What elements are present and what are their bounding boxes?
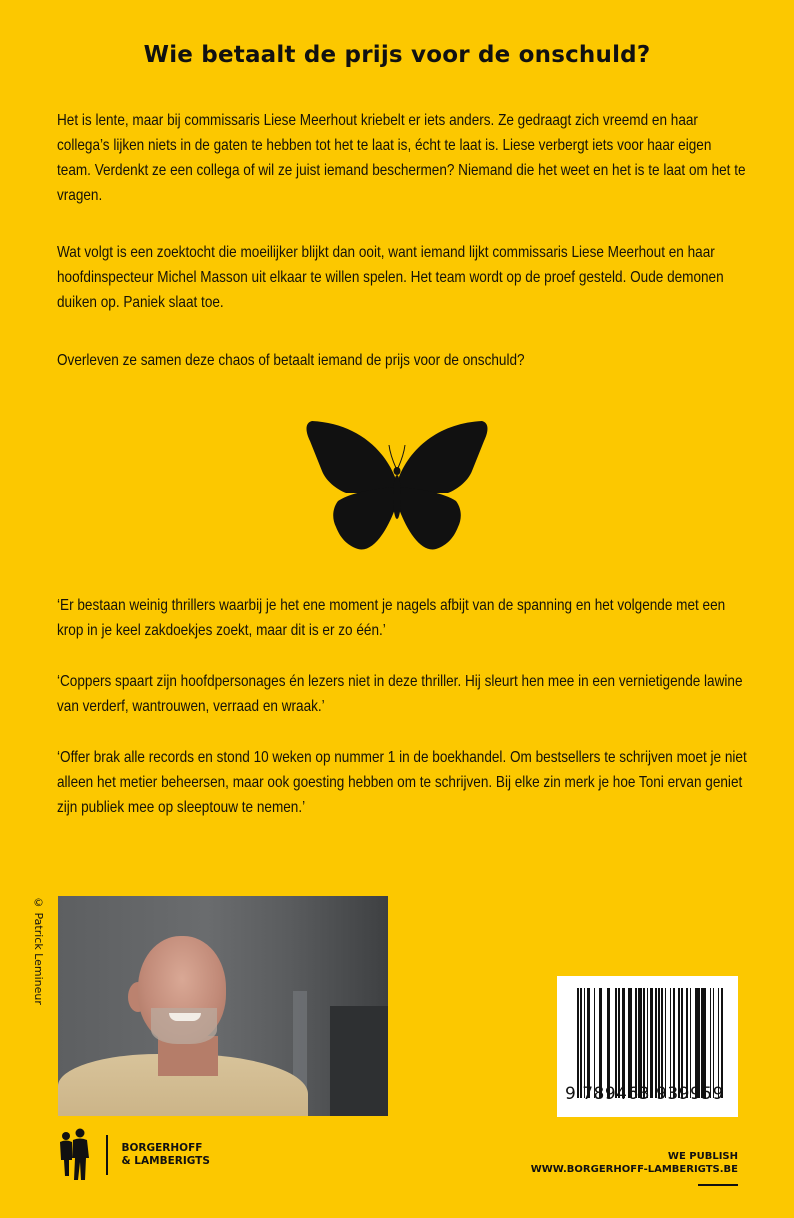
butterfly-icon: [302, 415, 492, 555]
logo-divider: [106, 1135, 108, 1175]
blurb-paragraph: Het is lente, maar bij commissaris Liese Meerhout kriebelt er iets anders. Ze gedraagt zich vreemd en haar collega’s lijken niets in de gaten te hebben tot het te laat is, écht te laat is. Liese verbergt iets voor haar eigen team. Verdenkt ze een collega of wil ze juist iemand beschermen? Niemand die het weet en het is te laat om het te vragen.: [57, 112, 746, 204]
isbn-barcode: [557, 976, 738, 1117]
barcode-bars: [577, 988, 723, 1098]
tagline-text: WE PUBLISH: [667, 1151, 738, 1162]
review-quote: ‘Coppers spaart zijn hoofdpersonages én lezers niet in deze thriller. Hij sleurt hen mee in een vernietigende lawine van verderf, wantrouwen, verraad en wraak.’: [57, 673, 743, 715]
publisher-name-line1: BORGERHOFF: [121, 1142, 203, 1154]
publisher-tagline: [531, 1150, 738, 1190]
tagline-underline: [698, 1184, 738, 1186]
photo-credit: © Patrick Lemineur: [32, 896, 45, 1005]
blurb-paragraph: Wat volgt is een zoektocht die moeilijker blijkt dan ooit, want iemand lijkt commissaris Liese Meerhout en haar hoofdinspecteur Michel Masson uit elkaar te willen spelen. Het team wordt op de proef gesteld. Oude demonen duiken op. Paniek slaat toe.: [57, 244, 724, 311]
walking-figures-icon: [56, 1128, 92, 1182]
publisher-website[interactable]: WWW.BORGERHOFF-LAMBERIGTS.BE: [530, 1164, 738, 1175]
author-photo: [58, 896, 388, 1116]
photo-smile: [169, 1013, 201, 1021]
blurb-paragraph: Overleven ze samen deze chaos of betaalt iemand de prijs voor de onschuld?: [57, 352, 525, 369]
publisher-name: [122, 1142, 210, 1168]
review-quote: ‘Offer brak alle records en stond 10 weken op nummer 1 in de boekhandel. Om bestsellers te schrijven moet je niet alleen het metier beheersen, maar ook goesting hebben om te schrijven. Bij elke zin merk je hoe Toni ervan geniet zijn publiek mee op sleeptouw te nemen.’: [57, 749, 747, 816]
review-quote: ‘Er bestaan weinig thrillers waarbij je het ene moment je nagels afbijt van de spanning en het volgende met een krop in je keel zakdoekjes zoekt, maar dit is er zo één.’: [57, 597, 726, 639]
isbn-number: 9 789463 939959: [565, 1084, 724, 1104]
publisher-name-line2: & LAMBERIGTS: [121, 1155, 210, 1167]
headline: Wie betaalt de prijs voor de onschuld?: [143, 42, 651, 68]
publisher-logo: [56, 1130, 210, 1180]
photo-background-door: [330, 1006, 388, 1116]
